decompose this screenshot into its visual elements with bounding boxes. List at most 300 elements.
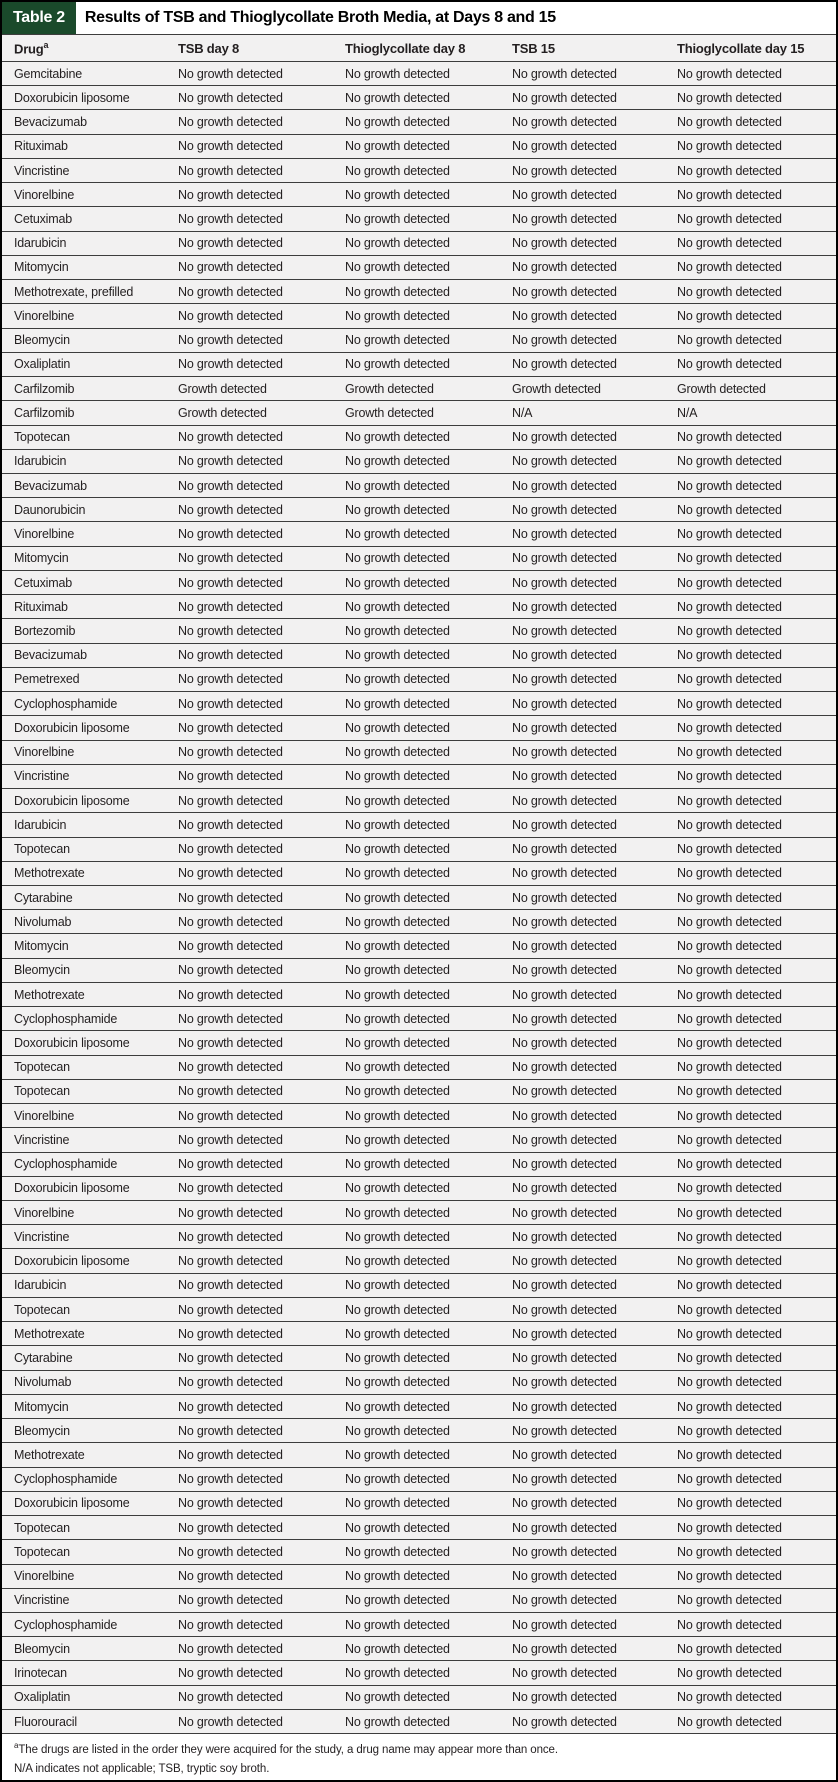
table-row xyxy=(2,1419,836,1443)
result-cell: No growth detected xyxy=(677,1351,782,1366)
result-cell: No growth detected xyxy=(178,648,283,663)
drug-name-cell: Gemcitabine xyxy=(14,66,82,81)
drug-name-cell: Methotrexate xyxy=(14,987,85,1002)
table-title: Results of TSB and Thioglycollate Broth Media, at Days 8 and 15 xyxy=(84,9,556,26)
table-row xyxy=(2,256,836,280)
result-cell: No growth detected xyxy=(677,260,782,275)
result-cell: No growth detected xyxy=(512,1011,617,1026)
result-cell: No growth detected xyxy=(512,1666,617,1681)
result-cell: No growth detected xyxy=(345,236,450,251)
table-row xyxy=(2,86,836,110)
result-cell: No growth detected xyxy=(345,187,450,202)
result-cell: No growth detected xyxy=(512,139,617,154)
result-cell: No growth detected xyxy=(178,115,283,130)
result-cell: No growth detected xyxy=(512,1084,617,1099)
result-cell: No growth detected xyxy=(178,1084,283,1099)
drug-name-cell: Irinotecan xyxy=(14,1666,67,1681)
table-row xyxy=(2,426,836,450)
result-cell: No growth detected xyxy=(512,333,617,348)
result-cell: No growth detected xyxy=(178,1205,283,1220)
result-cell: No growth detected xyxy=(178,1132,283,1147)
table-row xyxy=(2,1031,836,1055)
result-cell: No growth detected xyxy=(677,648,782,663)
drug-name-cell: Topotecan xyxy=(14,1302,70,1317)
result-cell: No growth detected xyxy=(512,1035,617,1050)
result-cell: No growth detected xyxy=(178,842,283,857)
result-cell: No growth detected xyxy=(512,963,617,978)
table-row xyxy=(2,619,836,643)
result-cell: No growth detected xyxy=(178,745,283,760)
result-cell: No growth detected xyxy=(677,187,782,202)
result-cell: No growth detected xyxy=(345,1423,450,1438)
result-cell: No growth detected xyxy=(178,1666,283,1681)
drug-name-cell: Nivolumab xyxy=(14,914,72,929)
result-cell: No growth detected xyxy=(677,672,782,687)
result-cell: No growth detected xyxy=(512,478,617,493)
drug-footnote-marker: a xyxy=(43,39,49,50)
result-cell: No growth detected xyxy=(677,1084,782,1099)
result-cell: No growth detected xyxy=(677,284,782,299)
footnote-line-2: N/A indicates not applicable; TSB, tryptic soy broth. xyxy=(14,1762,270,1775)
column-header-row xyxy=(2,35,836,62)
result-cell: No growth detected xyxy=(178,1108,283,1123)
drug-name-cell: Doxorubicin liposome xyxy=(14,1254,130,1269)
table-row xyxy=(2,668,836,692)
table-title-bar xyxy=(2,2,836,35)
table-row xyxy=(2,1613,836,1637)
result-cell: No growth detected xyxy=(178,1690,283,1705)
footnote-line-1: $^a$The drugs are listed in the order they were acquired for the study, a drug name may appear more than once. xyxy=(14,1741,558,1756)
result-cell: No growth detected xyxy=(178,1472,283,1487)
drug-name-cell: Vincristine xyxy=(14,1132,70,1147)
drug-name-cell: Doxorubicin liposome xyxy=(14,90,130,105)
drug-name-cell: Vinorelbine xyxy=(14,308,75,323)
result-cell: No growth detected xyxy=(512,987,617,1002)
result-cell: No growth detected xyxy=(677,527,782,542)
result-cell: No growth detected xyxy=(178,1617,283,1632)
table-row xyxy=(2,1322,836,1346)
table-row xyxy=(2,838,836,862)
result-cell: No growth detected xyxy=(677,236,782,251)
result-cell: Growth detected xyxy=(345,405,434,420)
result-cell: No growth detected xyxy=(677,1690,782,1705)
result-cell: No growth detected xyxy=(178,575,283,590)
result-cell: No growth detected xyxy=(345,1254,450,1269)
result-cell: No growth detected xyxy=(178,284,283,299)
result-cell: No growth detected xyxy=(345,793,450,808)
result-cell: No growth detected xyxy=(345,1641,450,1656)
result-cell: No growth detected xyxy=(677,1181,782,1196)
drug-name-cell: Vincristine xyxy=(14,1593,70,1608)
result-cell: No growth detected xyxy=(178,454,283,469)
result-cell: No growth detected xyxy=(677,1544,782,1559)
table-row xyxy=(2,959,836,983)
result-cell: No growth detected xyxy=(677,939,782,954)
result-cell: No growth detected xyxy=(178,1641,283,1656)
table-row xyxy=(2,1371,836,1395)
result-cell: No growth detected xyxy=(512,430,617,445)
result-cell: No growth detected xyxy=(677,745,782,760)
table-row xyxy=(2,353,836,377)
table-row xyxy=(2,1492,836,1516)
drug-name-cell: Mitomycin xyxy=(14,1399,69,1414)
result-cell: No growth detected xyxy=(178,939,283,954)
drug-name-cell: Doxorubicin liposome xyxy=(14,1035,130,1050)
table-row xyxy=(2,304,836,328)
result-cell: No growth detected xyxy=(178,187,283,202)
result-cell: No growth detected xyxy=(677,890,782,905)
drug-name-cell: Vinorelbine xyxy=(14,527,75,542)
result-cell: No growth detected xyxy=(512,357,617,372)
result-cell: No growth detected xyxy=(677,1714,782,1729)
result-cell: No growth detected xyxy=(677,769,782,784)
result-cell: No growth detected xyxy=(345,624,450,638)
column-header-drug: Drug$^a$ xyxy=(14,39,49,57)
table-row xyxy=(2,1516,836,1540)
column-header-tsb-day8: TSB day 8 xyxy=(178,40,240,56)
table-row xyxy=(2,401,836,425)
result-cell: No growth detected xyxy=(178,430,283,445)
drug-name-cell: Bleomycin xyxy=(14,333,70,348)
table-row xyxy=(2,1468,836,1492)
result-cell: No growth detected xyxy=(345,308,450,323)
result-cell: No growth detected xyxy=(677,478,782,493)
result-cell: No growth detected xyxy=(178,914,283,929)
drug-name-cell: Mitomycin xyxy=(14,939,69,954)
result-cell: No growth detected xyxy=(512,1593,617,1608)
result-cell: No growth detected xyxy=(178,817,283,832)
result-cell: No growth detected xyxy=(178,357,283,372)
result-cell: No growth detected xyxy=(512,575,617,590)
result-cell: No growth detected xyxy=(512,1544,617,1559)
drug-name-cell: Cyclophosphamide xyxy=(14,1472,118,1487)
result-cell: No growth detected xyxy=(178,1544,283,1559)
result-cell: No growth detected xyxy=(677,115,782,130)
result-cell: No growth detected xyxy=(178,987,283,1002)
table-rows xyxy=(2,62,836,1734)
table-row xyxy=(2,1104,836,1128)
result-cell: No growth detected xyxy=(345,1496,450,1511)
result-cell: N/A xyxy=(512,405,533,420)
result-cell: No growth detected xyxy=(178,793,283,808)
result-cell: No growth detected xyxy=(345,745,450,760)
column-header-tsb-15: TSB 15 xyxy=(512,40,555,56)
drug-name-cell: Vincristine xyxy=(14,1229,70,1244)
result-cell: No growth detected xyxy=(512,696,617,711)
table-row xyxy=(2,450,836,474)
drug-name-cell: Fluorouracil xyxy=(14,1714,77,1729)
result-cell: No growth detected xyxy=(178,260,283,275)
result-cell: Growth detected xyxy=(677,381,766,396)
result-cell: No growth detected xyxy=(345,551,450,566)
result-cell: No growth detected xyxy=(345,1544,450,1559)
result-cell: No growth detected xyxy=(345,1205,450,1220)
result-cell: N/A xyxy=(677,405,698,420)
result-cell: No growth detected xyxy=(512,599,617,614)
result-cell: No growth detected xyxy=(512,1714,617,1729)
result-cell: No growth detected xyxy=(178,696,283,711)
result-cell: No growth detected xyxy=(512,1302,617,1317)
result-cell: No growth detected xyxy=(677,1060,782,1075)
result-cell: No growth detected xyxy=(677,575,782,590)
drug-name-cell: Topotecan xyxy=(14,430,70,445)
table-row xyxy=(2,1565,836,1589)
result-cell: No growth detected xyxy=(178,1593,283,1608)
drug-name-cell: Cyclophosphamide xyxy=(14,696,118,711)
result-cell: No growth detected xyxy=(677,866,782,881)
drug-name-cell: Vincristine xyxy=(14,769,70,784)
result-cell: No growth detected xyxy=(677,1011,782,1026)
table-row xyxy=(2,1007,836,1031)
result-cell: No growth detected xyxy=(512,90,617,105)
result-cell: No growth detected xyxy=(178,66,283,81)
drug-name-cell: Doxorubicin liposome xyxy=(14,793,130,808)
table-row xyxy=(2,159,836,183)
result-cell: No growth detected xyxy=(178,1399,283,1414)
result-cell: No growth detected xyxy=(677,1472,782,1487)
result-cell: No growth detected xyxy=(345,1666,450,1681)
drug-name-cell: Methotrexate, prefilled xyxy=(14,284,134,299)
result-cell: No growth detected xyxy=(178,1326,283,1341)
result-cell: No growth detected xyxy=(345,1302,450,1317)
table-row xyxy=(2,1128,836,1152)
table-row xyxy=(2,232,836,256)
result-cell: No growth detected xyxy=(512,1520,617,1535)
result-cell: No growth detected xyxy=(345,1011,450,1026)
result-cell: No growth detected xyxy=(677,1229,782,1244)
result-cell: No growth detected xyxy=(512,720,617,735)
drug-name-cell: Doxorubicin liposome xyxy=(14,720,130,735)
result-cell: No growth detected xyxy=(512,1229,617,1244)
result-cell: No growth detected xyxy=(345,90,450,105)
result-cell: No growth detected xyxy=(178,1375,283,1390)
drug-name-cell: Mitomycin xyxy=(14,260,69,275)
result-cell: No growth detected xyxy=(345,527,450,542)
result-cell: No growth detected xyxy=(345,599,450,614)
result-cell: No growth detected xyxy=(512,1060,617,1075)
result-cell: No growth detected xyxy=(345,502,450,517)
drug-name-cell: Topotecan xyxy=(14,1544,70,1559)
result-cell: No growth detected xyxy=(677,212,782,227)
result-cell: No growth detected xyxy=(512,866,617,881)
table-row xyxy=(2,280,836,304)
result-cell: No growth detected xyxy=(677,1302,782,1317)
result-cell: No growth detected xyxy=(512,648,617,663)
result-cell: No growth detected xyxy=(512,745,617,760)
result-cell: No growth detected xyxy=(677,1617,782,1632)
result-cell: No growth detected xyxy=(512,1617,617,1632)
drug-name-cell: Nivolumab xyxy=(14,1375,72,1390)
result-cell: No growth detected xyxy=(677,308,782,323)
result-cell: No growth detected xyxy=(178,1496,283,1511)
table-row xyxy=(2,1661,836,1685)
result-cell: No growth detected xyxy=(512,1326,617,1341)
result-cell: No growth detected xyxy=(178,769,283,784)
result-cell: No growth detected xyxy=(677,1641,782,1656)
table-row xyxy=(2,1395,836,1419)
result-cell: No growth detected xyxy=(677,333,782,348)
result-cell: No growth detected xyxy=(677,1496,782,1511)
result-cell: No growth detected xyxy=(677,430,782,445)
drug-name-cell: Methotrexate xyxy=(14,1447,85,1462)
result-cell: No growth detected xyxy=(512,527,617,542)
drug-name-cell: Pemetrexed xyxy=(14,672,80,687)
table-row xyxy=(2,522,836,546)
result-cell: No growth detected xyxy=(178,672,283,687)
result-cell: No growth detected xyxy=(512,624,617,638)
result-cell: No growth detected xyxy=(677,1666,782,1681)
result-cell: Growth detected xyxy=(345,381,434,396)
result-cell: No growth detected xyxy=(345,939,450,954)
result-cell: No growth detected xyxy=(677,1132,782,1147)
result-cell: No growth detected xyxy=(345,1399,450,1414)
result-cell: No growth detected xyxy=(512,1423,617,1438)
result-cell: No growth detected xyxy=(512,284,617,299)
result-cell: No growth detected xyxy=(677,90,782,105)
table-row xyxy=(2,1274,836,1298)
drug-name-cell: Methotrexate xyxy=(14,1326,85,1341)
table-row xyxy=(2,1540,836,1564)
drug-name-cell: Topotecan xyxy=(14,1084,70,1099)
table-row xyxy=(2,886,836,910)
result-cell: No growth detected xyxy=(677,696,782,711)
drug-name-cell: Rituximab xyxy=(14,139,68,154)
table-row xyxy=(2,862,836,886)
result-cell: No growth detected xyxy=(345,478,450,493)
result-cell: No growth detected xyxy=(345,163,450,178)
result-cell: No growth detected xyxy=(345,963,450,978)
result-cell: No growth detected xyxy=(178,720,283,735)
drug-name-cell: Idarubicin xyxy=(14,817,67,832)
result-cell: No growth detected xyxy=(345,1690,450,1705)
drug-name-cell: Topotecan xyxy=(14,1060,70,1075)
result-cell: No growth detected xyxy=(677,1520,782,1535)
result-cell: No growth detected xyxy=(345,454,450,469)
result-cell: No growth detected xyxy=(345,139,450,154)
result-cell: No growth detected xyxy=(512,1108,617,1123)
result-cell: No growth detected xyxy=(345,672,450,687)
result-cell: No growth detected xyxy=(345,866,450,881)
result-cell: No growth detected xyxy=(677,1326,782,1341)
table-row xyxy=(2,474,836,498)
result-cell: No growth detected xyxy=(178,212,283,227)
result-cell: No growth detected xyxy=(178,478,283,493)
drug-name-cell: Vinorelbine xyxy=(14,745,75,760)
drug-name-cell: Doxorubicin liposome xyxy=(14,1496,130,1511)
result-cell: No growth detected xyxy=(512,1351,617,1366)
table-row xyxy=(2,329,836,353)
result-cell: No growth detected xyxy=(178,963,283,978)
result-cell: No growth detected xyxy=(677,624,782,638)
result-cell: No growth detected xyxy=(345,1593,450,1608)
result-cell: No growth detected xyxy=(677,1157,782,1172)
table-row xyxy=(2,1201,836,1225)
result-cell: No growth detected xyxy=(178,308,283,323)
result-cell: No growth detected xyxy=(512,1496,617,1511)
drug-name-cell: Vinorelbine xyxy=(14,1569,75,1584)
drug-name-cell: Topotecan xyxy=(14,1520,70,1535)
result-cell: No growth detected xyxy=(512,1569,617,1584)
result-cell: No growth detected xyxy=(677,1399,782,1414)
drug-name-cell: Bevacizumab xyxy=(14,648,87,663)
table-row xyxy=(2,1443,836,1467)
result-cell: No growth detected xyxy=(677,1254,782,1269)
result-cell: No growth detected xyxy=(677,720,782,735)
result-cell: No growth detected xyxy=(345,1326,450,1341)
result-cell: No growth detected xyxy=(677,1569,782,1584)
result-cell: No growth detected xyxy=(345,284,450,299)
result-cell: No growth detected xyxy=(345,1520,450,1535)
result-cell: No growth detected xyxy=(345,648,450,663)
table-row xyxy=(2,135,836,159)
result-cell: No growth detected xyxy=(677,963,782,978)
table-row xyxy=(2,910,836,934)
table-row xyxy=(2,983,836,1007)
result-cell: No growth detected xyxy=(178,866,283,881)
result-cell: No growth detected xyxy=(677,1278,782,1293)
result-cell: No growth detected xyxy=(178,1157,283,1172)
result-cell: No growth detected xyxy=(512,308,617,323)
result-cell: No growth detected xyxy=(512,1690,617,1705)
table-row xyxy=(2,207,836,231)
result-cell: No growth detected xyxy=(345,720,450,735)
result-cell: No growth detected xyxy=(677,357,782,372)
table-row xyxy=(2,1153,836,1177)
result-cell: No growth detected xyxy=(677,599,782,614)
result-cell: No growth detected xyxy=(345,1351,450,1366)
result-cell: No growth detected xyxy=(178,1569,283,1584)
result-cell: No growth detected xyxy=(512,1472,617,1487)
result-cell: No growth detected xyxy=(512,842,617,857)
table-row xyxy=(2,547,836,571)
result-cell: No growth detected xyxy=(178,624,283,638)
table-number-label: Table 2 xyxy=(2,2,76,34)
result-cell: No growth detected xyxy=(345,987,450,1002)
drug-name-cell: Topotecan xyxy=(14,842,70,857)
result-cell: No growth detected xyxy=(345,1157,450,1172)
result-cell: No growth detected xyxy=(345,1181,450,1196)
result-cell: No growth detected xyxy=(677,914,782,929)
result-cell: No growth detected xyxy=(512,1132,617,1147)
table-row xyxy=(2,789,836,813)
result-cell: No growth detected xyxy=(512,1399,617,1414)
result-cell: No growth detected xyxy=(512,66,617,81)
drug-name-cell: Carfilzomib xyxy=(14,381,75,396)
result-cell: No growth detected xyxy=(345,1035,450,1050)
result-cell: No growth detected xyxy=(345,696,450,711)
drug-name-cell: Oxaliplatin xyxy=(14,357,71,372)
drug-name-cell: Bleomycin xyxy=(14,1641,70,1656)
table-row xyxy=(2,644,836,668)
result-cell: No growth detected xyxy=(345,1229,450,1244)
drug-name-cell: Vinorelbine xyxy=(14,1205,75,1220)
table-row xyxy=(2,1589,836,1613)
table-row xyxy=(2,1056,836,1080)
table-row xyxy=(2,1710,836,1734)
result-cell: No growth detected xyxy=(178,1229,283,1244)
result-cell: No growth detected xyxy=(178,1447,283,1462)
result-cell: No growth detected xyxy=(677,1108,782,1123)
result-cell: No growth detected xyxy=(677,502,782,517)
drug-name-cell: Cyclophosphamide xyxy=(14,1157,118,1172)
table-row xyxy=(2,1225,836,1249)
result-cell: No growth detected xyxy=(512,260,617,275)
drug-name-cell: Mitomycin xyxy=(14,551,69,566)
result-cell: No growth detected xyxy=(512,1641,617,1656)
result-cell: Growth detected xyxy=(178,405,267,420)
result-cell: No growth detected xyxy=(512,115,617,130)
result-cell: No growth detected xyxy=(345,1278,450,1293)
